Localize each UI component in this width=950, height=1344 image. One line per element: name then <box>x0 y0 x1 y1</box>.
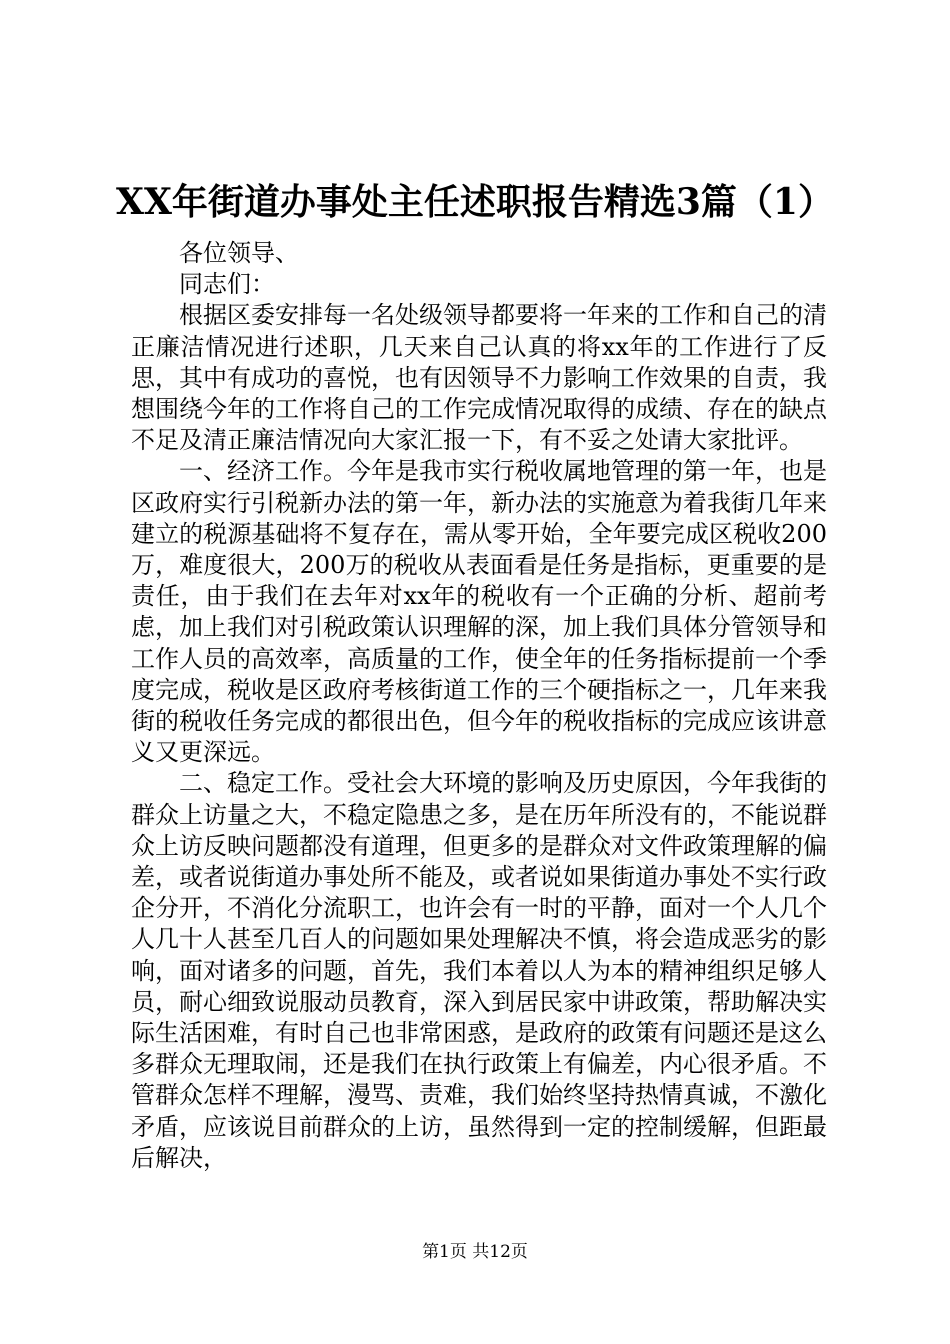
document-title: XX年街道办事处主任述职报告精选3篇（1） <box>116 181 834 223</box>
paragraph-intro: 根据区委安排每一名处级领导都要将一年来的工作和自己的清正廉洁情况进行述职，几天来自己认真的将xx年的工作进行了反思，其中有成功的喜悦，也有因领导不力影响工作效果的自责，我想围绕今年的工作将自己的工作完成情况取得的成绩、存在的缺点不足及清正廉洁情况向大家汇报一下，有不妥之处请大家批评。 <box>131 301 827 455</box>
salutation-leaders: 各位领导、 <box>179 239 299 267</box>
salutation-comrades: 同志们： <box>179 270 275 299</box>
page-number-footer: 第1页 共12页 <box>422 1242 528 1262</box>
paragraph-economic-work: 一、经济工作。今年是我市实行税收属地管理的第一年，也是区政府实行引税新办法的第一年，新办法的实施意为着我街几年来建立的税源基础将不复存在，需从零开始，全年要完成区税收200万，难度很大，200万的税收从表面看是任务是指标，更重要的是责任，由于我们在去年对xx年的税收有一个正确的分析、超前考虑，加上我们对引税政策认识理解的深，加上我们具体分管领导和工作人员的高效率，高质量的工作，使全年的任务指标提前一个季度完成，税收是区政府考核街道工作的三个硬指标之一，几年来我街的税收任务完成的都很出色，但今年的税收指标的完成应该讲意义又更深远。 <box>131 457 827 767</box>
document-body <box>131 238 827 1174</box>
paragraph-stability-work: 二、稳定工作。受社会大环境的影响及历史原因，今年我街的群众上访量之大，不稳定隐患之多，是在历年所没有的，不能说群众上访反映问题都没有道理，但更多的是群众对文件政策理解的偏差，或者说街道办事处所不能及，或者说如果街道办事处不实行政企分开，不消化分流职工，也许会有一时的平静，面对一个人几个人几十人甚至几百人的问题如果处理解决不慎，将会造成恶劣的影响，面对诸多的问题，首先，我们本着以人为本的精神组织足够人员，耐心细致说服动员教育，深入到居民家中讲政策，帮助解决实际生活困难，有时自己也非常困惑，是政府的政策有问题还是这么多群众无理取闹，还是我们在执行政策上有偏差，内心很矛盾。不管群众怎样不理解，漫骂、责难，我们始终坚持热情真诚，不激化矛盾，应该说目前群众的上访，虽然得到一定的控制缓解，但距最后解决， <box>131 769 827 1172</box>
